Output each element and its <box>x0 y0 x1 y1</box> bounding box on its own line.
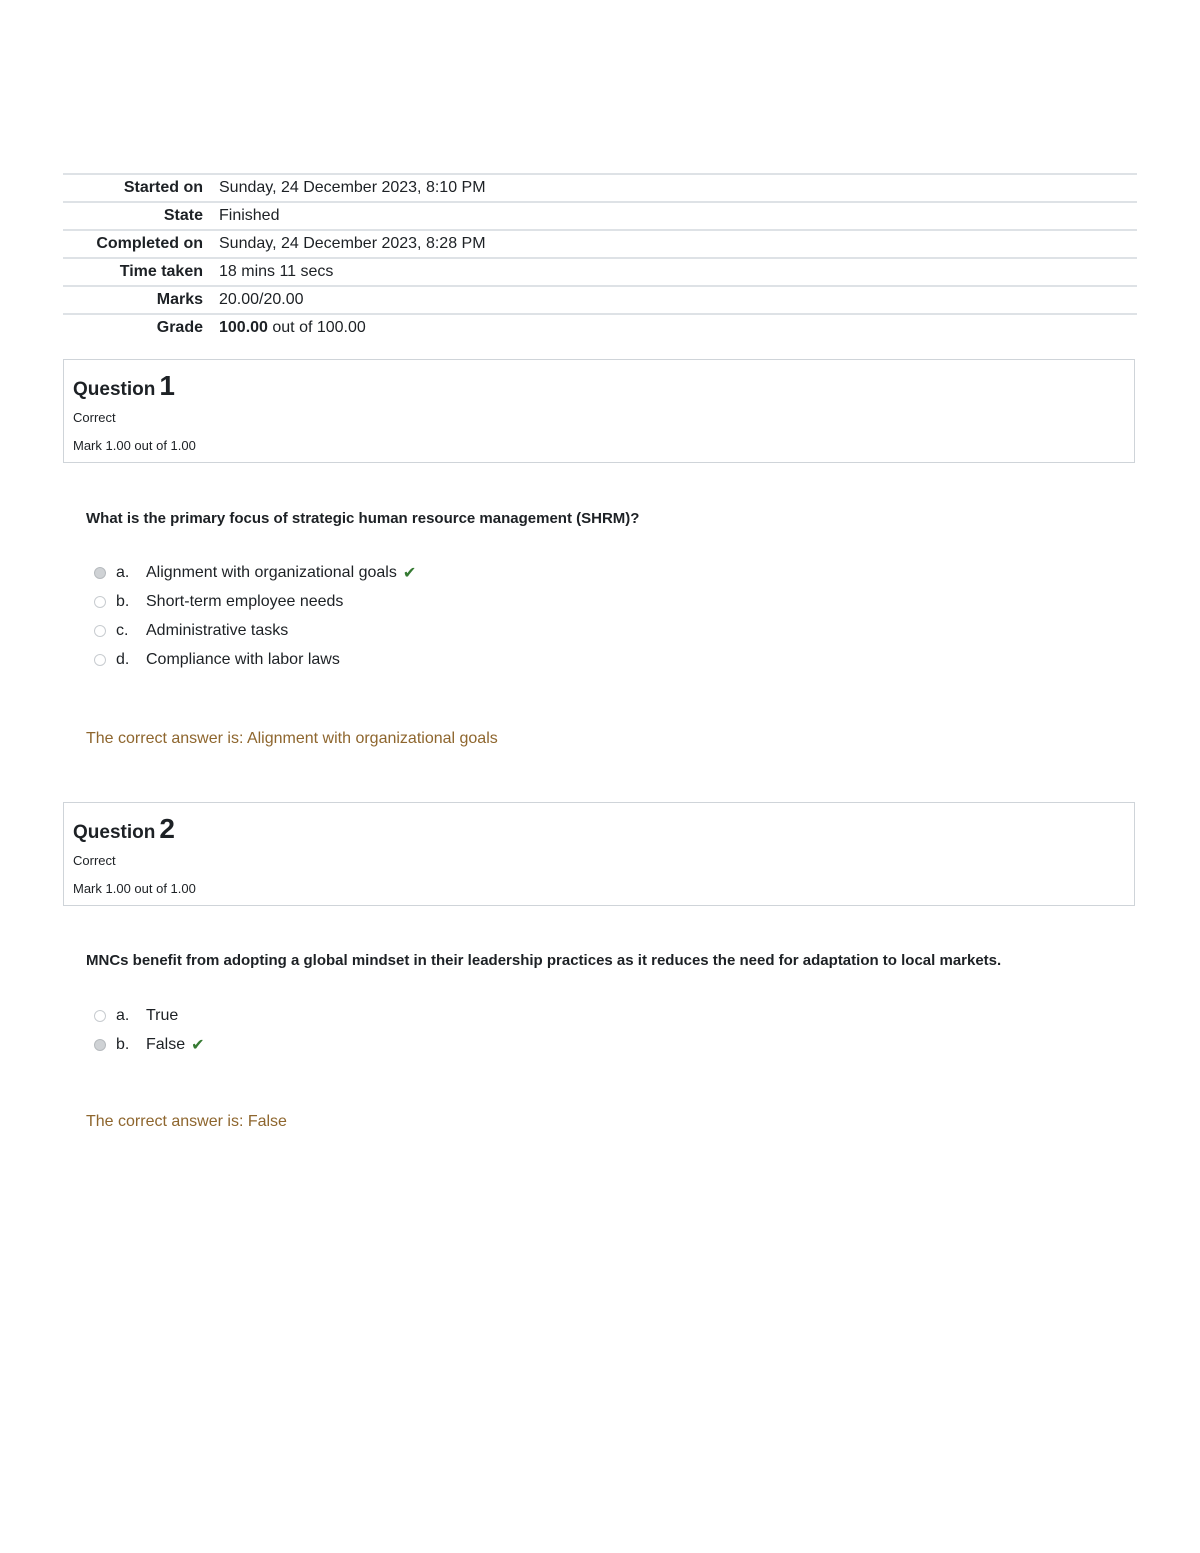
question-state: Correct <box>73 410 116 425</box>
summary-row-state <box>63 201 1137 229</box>
grade-out-of: out of 100.00 <box>267 319 366 336</box>
question-text-1: What is the primary focus of strategic human resource management (SHRM)? <box>86 510 640 527</box>
summary-row-time-taken <box>63 257 1137 285</box>
summary-value: 18 mins 11 secs <box>219 263 334 280</box>
question-info-2 <box>63 802 1135 906</box>
question-title <box>73 811 1125 847</box>
summary-label: Grade <box>156 319 203 336</box>
summary-value <box>219 319 366 337</box>
question-info-1 <box>63 359 1135 463</box>
answer-text: Administrative tasks <box>146 621 289 639</box>
summary-row-completed <box>63 229 1137 257</box>
answer-option[interactable] <box>94 1001 205 1030</box>
answer-text: False <box>146 1035 186 1053</box>
radio-button[interactable] <box>94 1039 106 1051</box>
attempt-summary <box>63 173 1137 341</box>
summary-value: Finished <box>219 207 280 224</box>
summary-label: State <box>163 207 203 224</box>
answer-letter: a. <box>116 1006 130 1024</box>
question-label: Question <box>73 379 156 400</box>
summary-row-started <box>63 173 1137 201</box>
summary-label: Marks <box>156 291 203 308</box>
question-title <box>73 368 1125 404</box>
answer-option[interactable] <box>94 645 416 674</box>
correct-answer-feedback-2: The correct answer is: False <box>86 1113 287 1130</box>
answer-text: Alignment with organizational goals <box>146 563 397 581</box>
summary-label: Completed on <box>96 235 203 252</box>
radio-button[interactable] <box>94 596 106 608</box>
radio-button[interactable] <box>94 567 106 579</box>
summary-label: Time taken <box>119 263 203 280</box>
summary-value: Sunday, 24 December 2023, 8:10 PM <box>219 179 486 196</box>
question-text-2: MNCs benefit from adopting a global mindset in their leadership practices as it reduces the need for adaptation to local markets. <box>86 952 1002 969</box>
answer-letter: b. <box>116 1035 130 1053</box>
question-label: Question <box>73 822 156 843</box>
answer-text: Compliance with labor laws <box>146 650 340 668</box>
check-icon: ✔ <box>191 1036 205 1054</box>
answer-letter: b. <box>116 592 130 610</box>
radio-button[interactable] <box>94 654 106 666</box>
answer-letter: a. <box>116 563 130 581</box>
summary-row-grade <box>63 313 1137 341</box>
radio-button[interactable] <box>94 1010 106 1022</box>
summary-value: Sunday, 24 December 2023, 8:28 PM <box>219 235 486 252</box>
correct-answer-feedback-1: The correct answer is: Alignment with organizational goals <box>86 730 498 747</box>
question-mark: Mark 1.00 out of 1.00 <box>73 438 196 453</box>
question-mark: Mark 1.00 out of 1.00 <box>73 881 196 896</box>
answer-option[interactable] <box>94 1030 205 1059</box>
check-icon: ✔ <box>402 564 417 582</box>
summary-value: 20.00/20.00 <box>219 291 304 308</box>
question-state: Correct <box>73 853 116 868</box>
answer-option[interactable] <box>94 616 416 645</box>
answer-text: True <box>146 1006 179 1024</box>
question-number: 2 <box>159 813 175 844</box>
answer-option[interactable] <box>94 587 416 616</box>
answer-letter: d. <box>116 650 130 668</box>
answer-option[interactable] <box>94 558 416 587</box>
answer-list-2 <box>94 1001 205 1059</box>
question-number: 1 <box>159 370 175 401</box>
summary-label: Started on <box>123 179 203 196</box>
grade-value: 100.00 <box>219 319 268 336</box>
answer-text: Short-term employee needs <box>146 592 344 610</box>
answer-list-1 <box>94 558 416 674</box>
summary-row-marks <box>63 285 1137 313</box>
radio-button[interactable] <box>94 625 106 637</box>
answer-letter: c. <box>116 621 129 639</box>
